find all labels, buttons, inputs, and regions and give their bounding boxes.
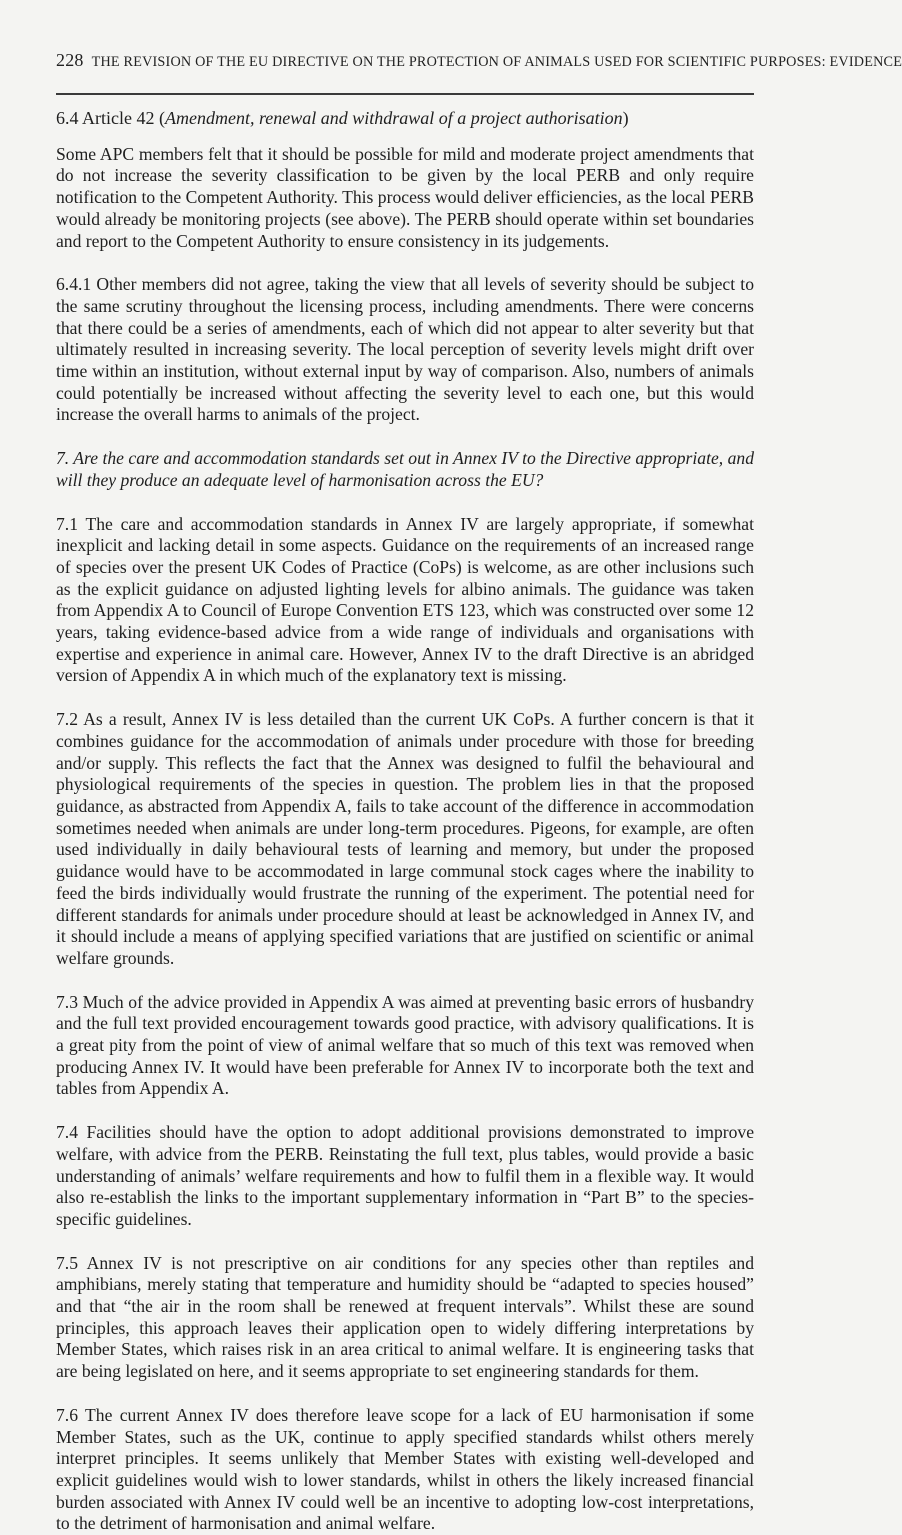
running-header [56,50,902,71]
paragraph-7-2: 7.2 As a result, Annex IV is less detailed than the current UK CoPs. A further concern is that it combines guidance for the accommodation of animals under procedure with those for breeding and/or supply. This reflects the fact that the Annex was designed to fulfil the behavioural and physiological requirements of the species in question. The problem lies in that the proposed guidance, as abstracted from Appendix A, fails to take account of the difference in accommodation sometimes needed when animals are under long-term procedures. Pigeons, for example, are often used individually in daily behavioural tests of learning and memory, but under the proposed guidance would have to be accommodated in large communal stock cages where the inability to feed the birds individually would frustrate the running of the experiment. The potential need for different standards for animals under procedure should at least be acknowledged in Annex IV, and it should include a means of applying specified variations that are justified on scientific or animal welfare grounds. [56,709,754,968]
paragraph-7-1: 7.1 The care and accommodation standards in Annex IV are largely appropriate, if somewhat inexplicit and lacking detail in some aspects. Guidance on the requirements of an increased range of species over the present UK Codes of Practice (CoPs) is welcome, as are other inclusions such as the explicit guidance on adjusted lighting levels for albino animals. The guidance was taken from Appendix A to Council of Europe Convention ETS 123, which was constructed over some 12 years, taking evidence-based advice from a wide range of individuals and organisations with expertise and experience in animal care. However, Annex IV to the draft Directive is an abridged version of Appendix A in which much of the explanatory text is missing. [56,513,754,686]
section-heading-6-4 [56,108,754,130]
paragraph-7-5: 7.5 Annex IV is not prescriptive on air conditions for any species other than reptiles and amphibians, merely stating that temperature and humidity should be “adapted to species housed” and that “the air in the room shall be renewed at frequent intervals”. Whilst these are sound principles, this approach leaves their application open to widely differing interpretations by Member States, which raises risk in an area critical to animal welfare. It is engineering tasks that are being legislated on here, and it seems appropriate to set engineering standards for them. [56,1252,754,1382]
section-heading-close: ) [622,108,629,128]
paragraph-7-6: 7.6 The current Annex IV does therefore leave scope for a lack of EU harmonisation if some Member States, such as the UK, continue to apply specified standards whilst others merely interpret principles. It seems unlikely that Member States with existing well-developed and explicit guidelines would wish to lower standards, whilst in others the likely increased financial burden associated with Annex IV could well be an incentive to adopting low-cost interpretations, to the detriment of harmonisation and animal welfare. [56,1404,754,1534]
paragraph-6-4-1: 6.4.1 Other members did not agree, taking the view that all levels of severity should be subject to the same scrutiny throughout the licensing process, including amendments. There were concerns that there could be a series of amendments, each of which did not appear to alter severity but that ultimately resulted in increasing severity. The local perception of severity levels might drift over time within an institution, without external input by way of comparison. Also, numbers of animals could potentially be increased without affecting the severity level to each one, but this would increase the overall harms to animals of the project. [56,274,754,425]
running-title: THE REVISION OF THE EU DIRECTIVE ON THE PROTECTION OF ANIMALS USED FOR SCIENTIFIC PURPOSES: EVIDENCE [91,54,902,70]
page-number: 228 [56,50,84,70]
body-text [56,108,754,1535]
paragraph-7-4: 7.4 Facilities should have the option to adopt additional provisions demonstrated to improve welfare, with advice from the PERB. Reinstating the full text, plus tables, would provide a basic understanding of animals’ welfare requirements and how to fulfil them in a flexible way. It would also re-establish the links to the important supplementary information in “Part B” to the species-specific guidelines. [56,1122,754,1229]
paragraph-6-4: Some APC members felt that it should be possible for mild and moderate project amendments that do not increase the severity classification to be given by the local PERB and only require notification to the Competent Authority. This process would deliver efficiencies, as the local PERB would already be monitoring projects (see above). The PERB should operate within set boundaries and report to the Competent Authority to ensure consistency in its judgements. [56,143,754,251]
question-7-heading: 7. Are the care and accommodation standards set out in Annex IV to the Directive appropriate, and will they produce an adequate level of harmonisation across the EU? [56,448,754,490]
section-heading-number: 6.4 Article 42 ( [56,108,165,128]
paragraph-7-3: 7.3 Much of the advice provided in Appendix A was aimed at preventing basic errors of husbandry and the full text provided encouragement towards good practice, with advisory qualifications. It is a great pity from the point of view of animal welfare that so much of this text was removed when producing Annex IV. It would have been preferable for Annex IV to incorporate both the text and tables from Appendix A. [56,991,754,1099]
section-heading-title: Amendment, renewal and withdrawal of a project authorisation [164,108,623,128]
header-rule [56,93,754,95]
